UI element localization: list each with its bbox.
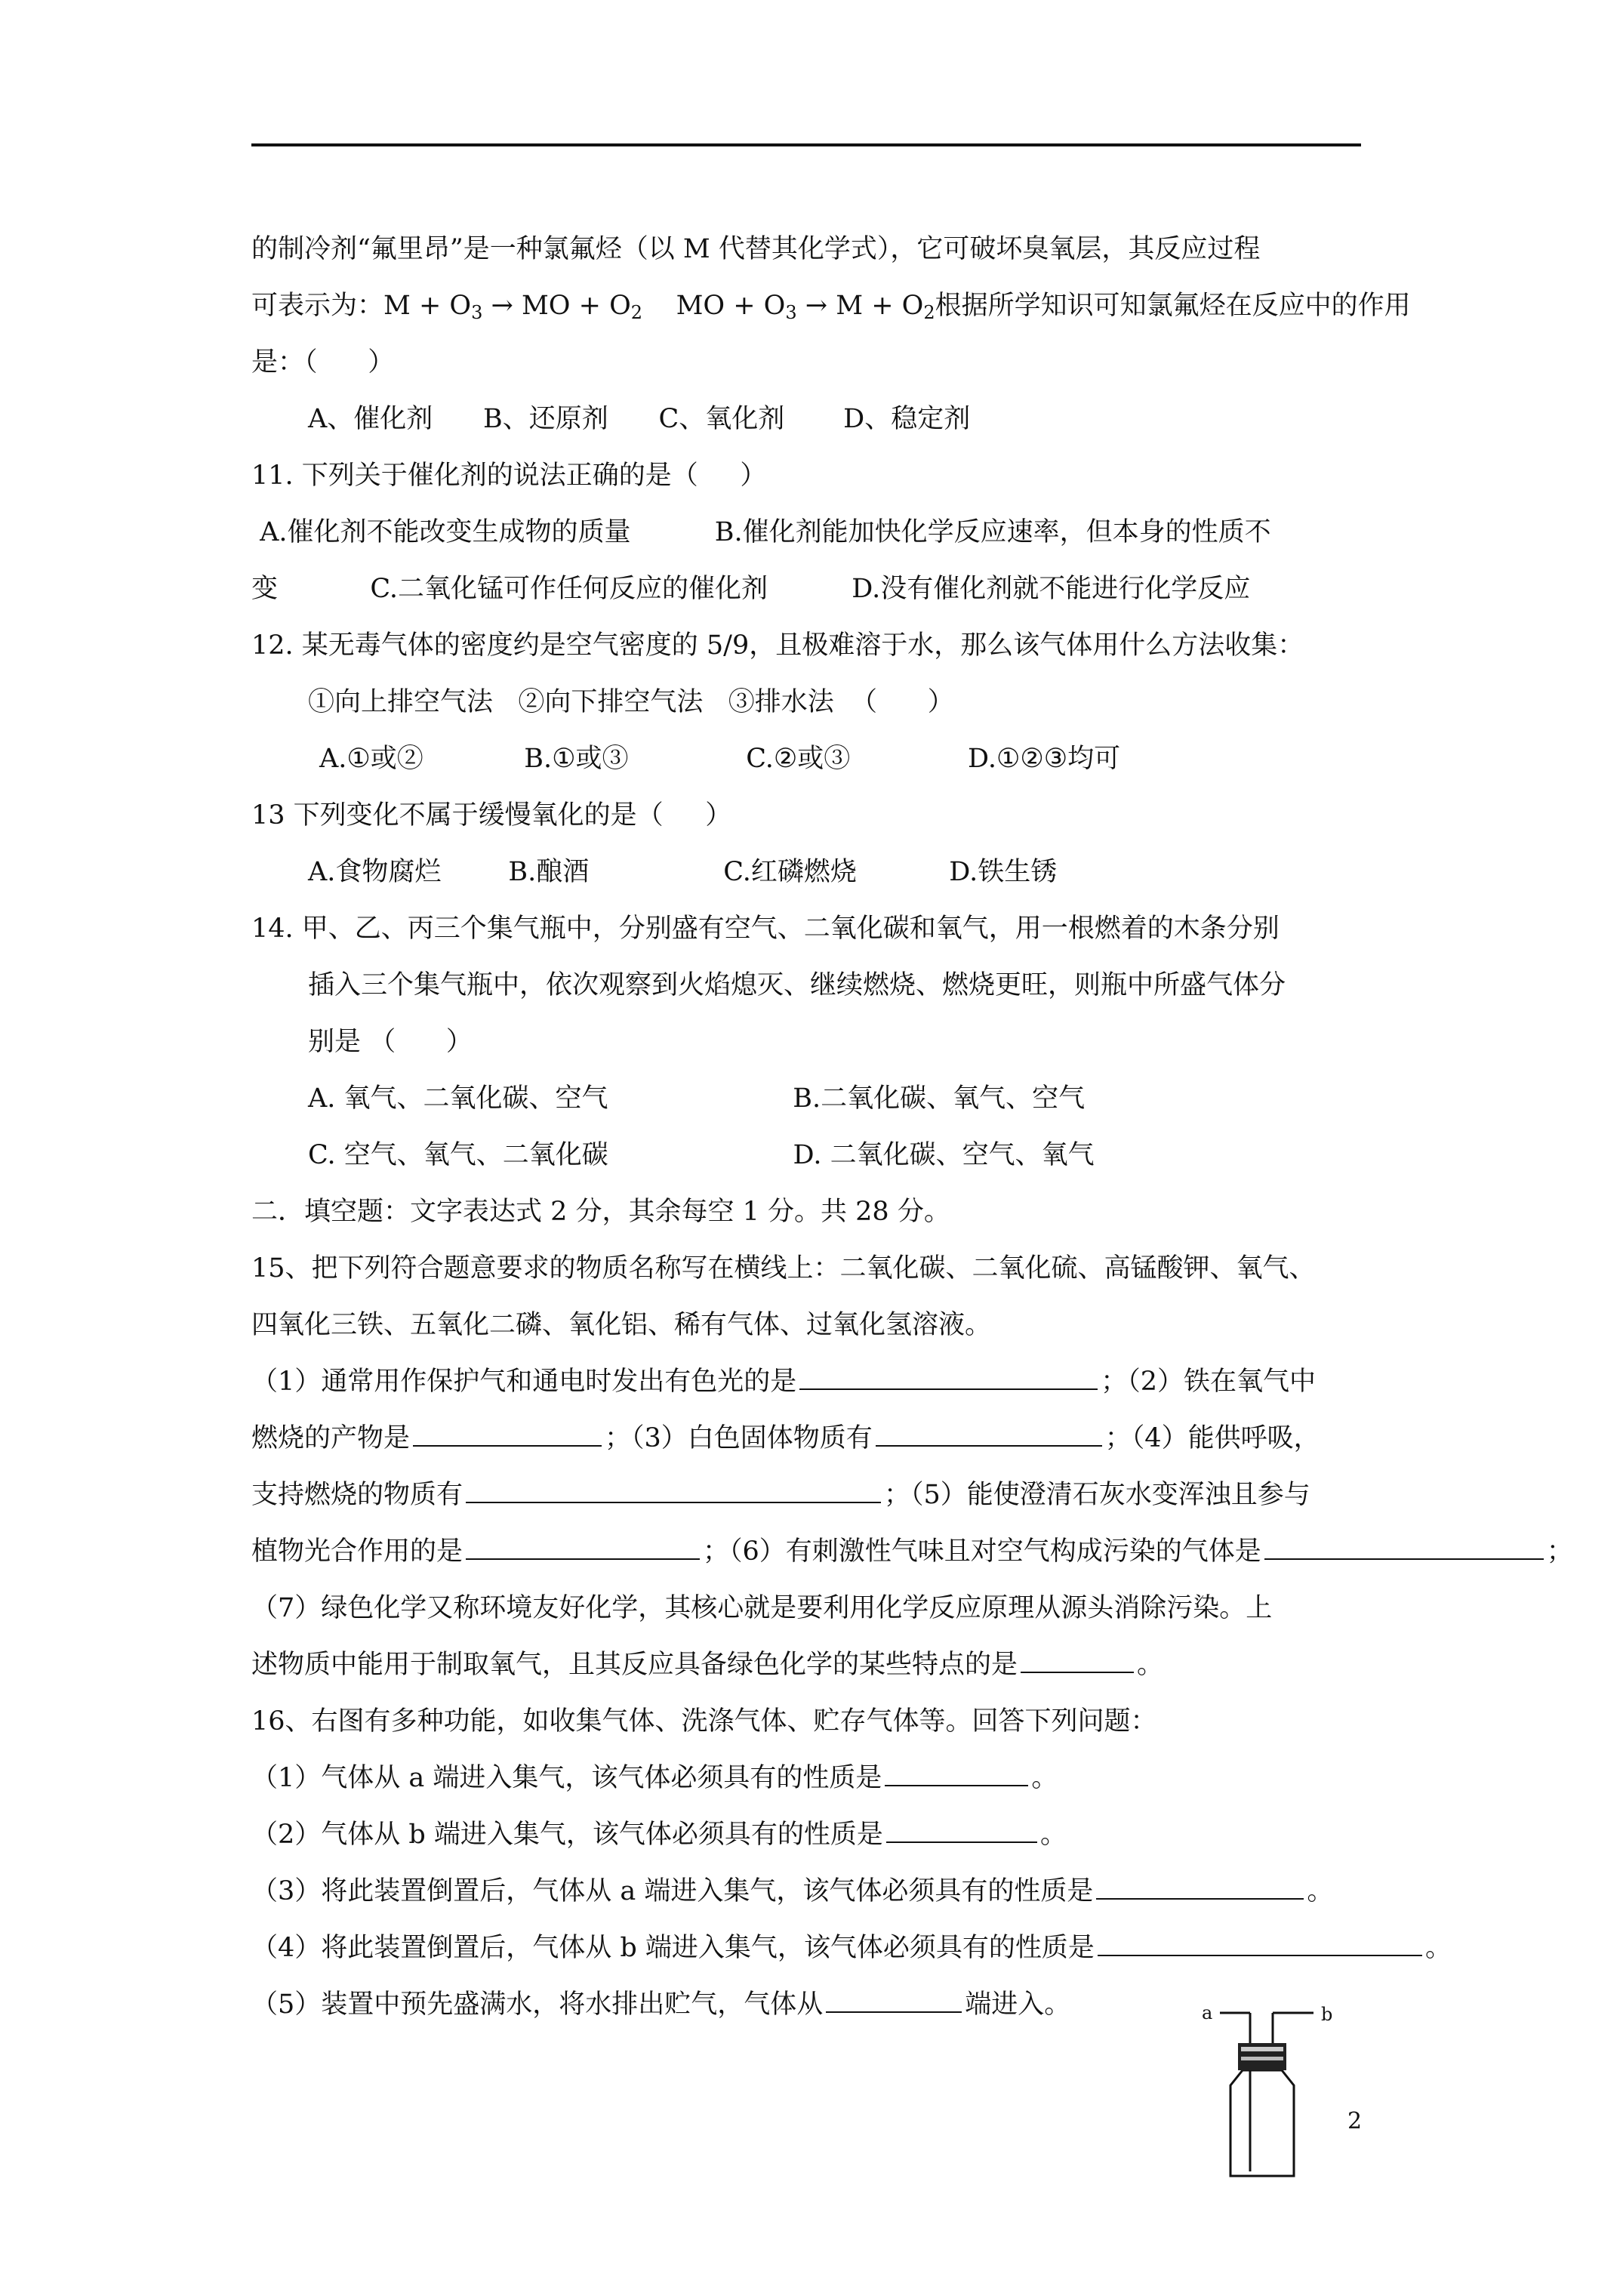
q14-options-ab: A. 氧气、二氧化碳、空气 B.二氧化碳、氧气、空气 [308, 1083, 1086, 1114]
q10-options: A、催化剂 B、还原剂 C、氧化剂 D、稳定剂 [308, 404, 971, 434]
answer-blank[interactable] [1096, 1872, 1304, 1900]
q13-options: A.食物腐烂 B.酿酒 C.红磷燃烧 D.铁生锈 [308, 857, 1058, 887]
q11-stem: 11. 下列关于催化剂的说法正确的是（ ） [251, 461, 767, 491]
gas-bottle-figure [1200, 2001, 1351, 2182]
answer-blank[interactable] [466, 1476, 881, 1503]
answer-blank[interactable] [466, 1533, 700, 1560]
q15-line7: （7）绿色化学又称环境友好化学，其核心就是要利用化学反应原理从源头消除污染。上 [251, 1593, 1273, 1623]
q12-stem: 12. 某无毒气体的密度约是空气密度的 5/9，且极难溶于水，那么该气体用什么方法收集： [251, 630, 1304, 661]
page-number: 2 [1347, 2108, 1363, 2134]
q13-stem: 13 下列变化不属于缓慢氧化的是（ ） [251, 800, 732, 831]
q15-stem-line1: 15、把下列符合题意要求的物质名称写在横线上：二氧化碳、二氧化硫、高锰酸钾、氧气、 [251, 1253, 1316, 1284]
q14-stem-line2: 插入三个集气瓶中，依次观察到火焰熄灭、继续燃烧、燃烧更旺，则瓶中所盛气体分 [308, 970, 1286, 1000]
answer-blank[interactable] [1098, 1929, 1422, 1956]
q15-line6: 植物光合作用的是 ；（6）有刺激性气味且对空气构成污染的气体是 ； [251, 1533, 1573, 1570]
q12-methods: ①向上排空气法 ②向下排空气法 ③排水法 （ ） [308, 687, 954, 717]
section-2-heading: 二．填空题：文字表达式 2 分，其余每空 1 分。共 28 分。 [251, 1197, 950, 1227]
q16-part3: （3）将此装置倒置后，气体从 a 端进入集气，该气体必须具有的性质是 。 [251, 1872, 1333, 1910]
q16-part2: （2）气体从 b 端进入集气，该气体必须具有的性质是 。 [251, 1816, 1067, 1854]
gas-bottle-icon [1200, 2001, 1351, 2182]
q10-text-line1: 的制冷剂“氟里昂”是一种氯氟烃（以 M 代替其化学式），它可破坏臭氧层，其反应过程 [251, 234, 1261, 264]
q15-stem-line2: 四氧化三铁、五氧化二磷、氧化铝、稀有气体、过氧化氢溶液。 [251, 1310, 992, 1340]
answer-blank[interactable] [413, 1419, 602, 1447]
q12-options: A.①或② B.①或③ C.②或③ D.①②③均可 [319, 744, 1121, 774]
answer-blank[interactable] [1264, 1533, 1544, 1560]
answer-blank[interactable] [885, 1759, 1028, 1786]
q16-part1: （1）气体从 a 端进入集气，该气体必须具有的性质是 。 [251, 1759, 1058, 1797]
q10-text-line3: 是：（ ） [251, 347, 395, 378]
answer-blank[interactable] [826, 1986, 962, 2013]
q15-line8: 述物质中能用于制取氧气，且其反应具备绿色化学的某些特点的是 。 [251, 1646, 1163, 1684]
q15-line4: 燃烧的产物是 ；（3）白色固体物质有 ；（4）能供呼吸， [251, 1419, 1320, 1457]
port-label-a: a [1202, 2002, 1213, 2023]
q16-part5: （5）装置中预先盛满水，将水排出贮气，气体从 端进入。 [251, 1986, 1070, 2023]
answer-blank[interactable] [1021, 1646, 1134, 1673]
header-rule [251, 143, 1361, 146]
q11-options-line1: A.催化剂不能改变生成物的质量 B.催化剂能加快化学反应速率，但本身的性质不 [251, 517, 1271, 547]
q14-stem-line3: 别是 （ ） [308, 1027, 473, 1057]
q16-part4: （4）将此装置倒置后，气体从 b 端进入集气，该气体必须具有的性质是 。 [251, 1929, 1452, 1967]
q14-options-cd: C. 空气、氧气、二氧化碳 D. 二氧化碳、空气、氧气 [308, 1140, 1095, 1170]
answer-blank[interactable] [799, 1363, 1098, 1390]
q16-stem: 16、右图有多种功能，如收集气体、洗涤气体、贮存气体等。回答下列问题： [251, 1706, 1157, 1737]
port-label-b: b [1321, 2004, 1333, 2025]
q14-stem-line1: 14. 甲、乙、丙三个集气瓶中，分别盛有空气、二氧化碳和氧气，用一根燃着的木条分别 [251, 914, 1280, 944]
q15-line3: （1）通常用作保护气和通电时发出有色光的是 ；（2）铁在氧气中 [251, 1363, 1316, 1401]
q11-options-line2: 变 C.二氧化锰可作任何反应的催化剂 D.没有催化剂就不能进行化学反应 [251, 574, 1251, 604]
q15-line5: 支持燃烧的物质有 ；（5）能使澄清石灰水变浑浊且参与 [251, 1476, 1310, 1514]
q10-text-line2: 可表示为：$M + O_3$ → MO + $O_2$ MO + $O_3 \to M + O_2$根据所学知识可知氯氟烃在反应中的作用 [251, 291, 1411, 323]
answer-blank[interactable] [886, 1816, 1037, 1843]
answer-blank[interactable] [876, 1419, 1102, 1447]
